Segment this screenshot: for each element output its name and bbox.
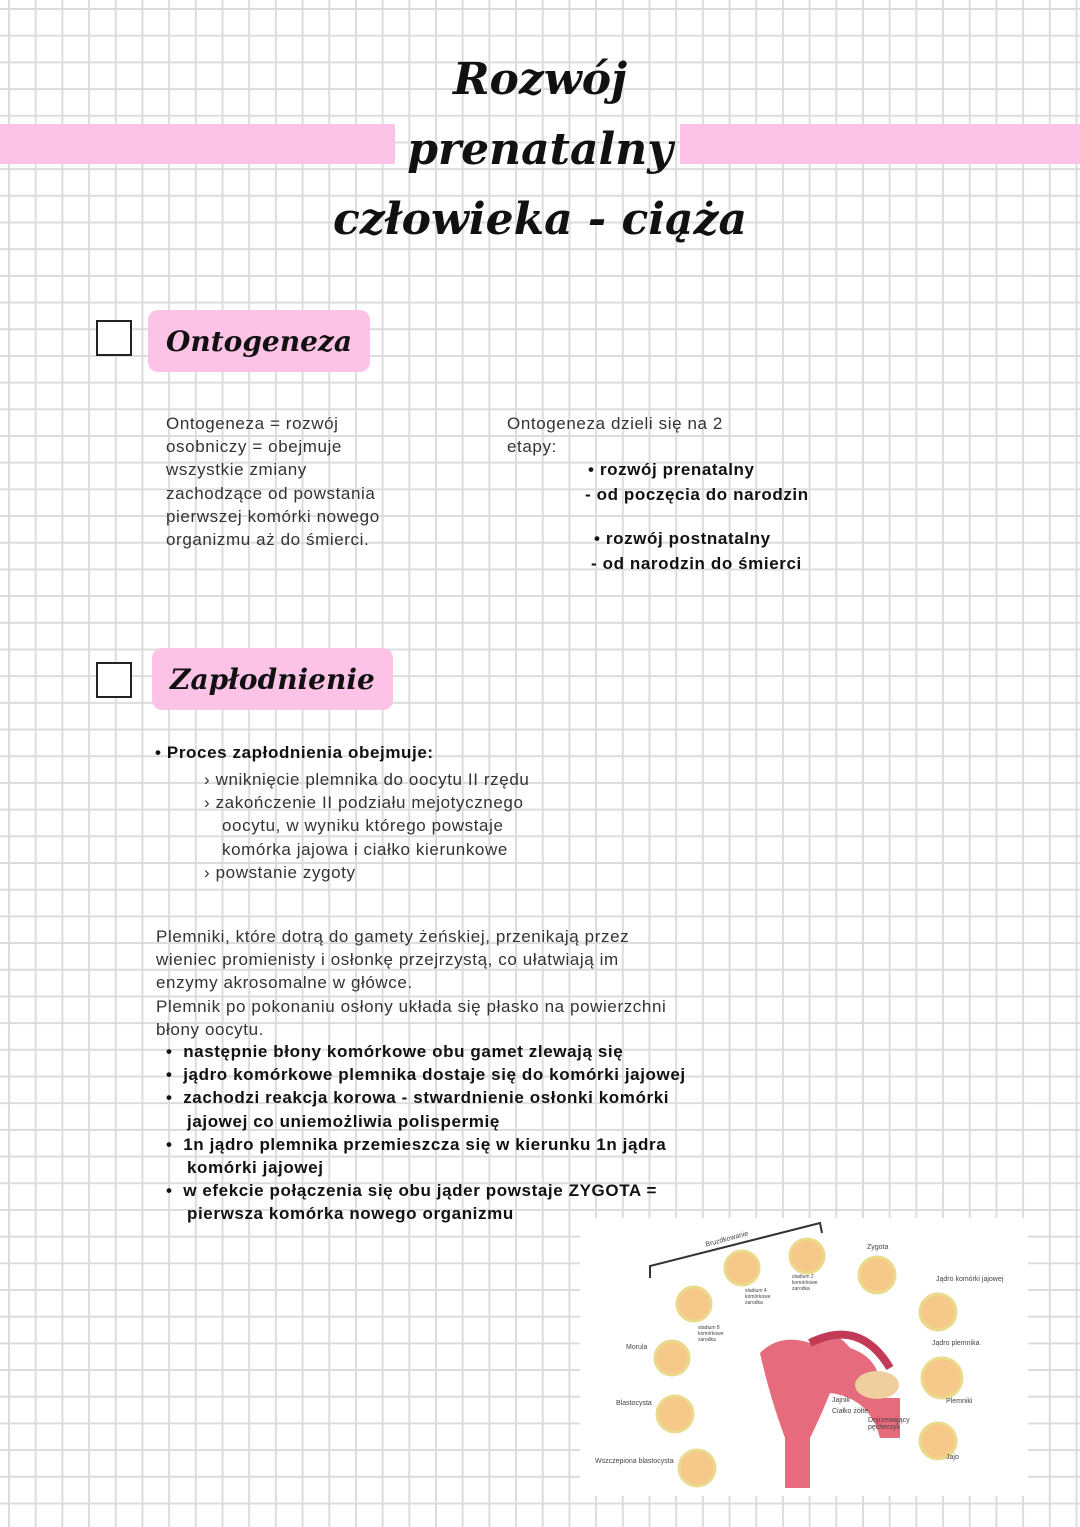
diagram-label: stadium 4 komórkowe zarodka xyxy=(745,1288,771,1306)
process-item: komórka jajowa i ciałko kierunkowe xyxy=(222,839,508,859)
bullet-item: • jądro komórkowe plemnika dostaje się do komórki jajowej xyxy=(166,1065,686,1085)
text-line: etapy: xyxy=(507,437,557,457)
text-line: Ontogeneza = rozwój xyxy=(166,414,339,433)
text-line: enzymy akrosomalne w główce. xyxy=(156,973,413,993)
bullet-item: pierwsza komórka nowego organizmu xyxy=(187,1204,514,1224)
process-item: › powstanie zygoty xyxy=(204,862,356,882)
title-line: człowieka - ciąża xyxy=(332,194,748,245)
text-line: Plemniki, które dotrą do gamety żeńskiej, przenikają przez xyxy=(156,927,630,946)
ontogeneza-stages-intro xyxy=(507,412,723,458)
bullet-item: • następnie błony komórkowe obu gamet zlewają się xyxy=(166,1042,624,1061)
stage-prenatal: • rozwój prenatalny xyxy=(588,460,755,479)
diagram-label: Blastocysta xyxy=(616,1400,652,1407)
uterus-illustration xyxy=(580,1218,1028,1496)
ontogeneza-definition xyxy=(166,412,380,551)
diagram-label: Plemniki xyxy=(946,1398,973,1405)
process-item: › zakończenie II podziału mejotycznego xyxy=(204,793,524,813)
text-line: Plemnik po pokonaniu osłony układa się płasko na powierzchni xyxy=(156,996,667,1016)
text-line: błony oocytu. xyxy=(156,1019,264,1039)
title-line: prenatalny xyxy=(407,124,673,175)
process-item: › wniknięcie plemnika do oocytu II rzędu xyxy=(204,770,530,789)
process-item: oocytu, w wyniku którego powstaje xyxy=(222,816,504,836)
section-heading-zaplodnienie: Zapłodnienie xyxy=(152,648,393,710)
bullet-item: jajowej co uniemożliwia polispermię xyxy=(187,1111,500,1131)
section-heading-ontogeneza: Ontogeneza xyxy=(148,310,370,372)
bullet-item: • zachodzi reakcja korowa - stwardnienie osłonki komórki xyxy=(166,1088,670,1108)
stage-postnatal: • rozwój postnatalny xyxy=(594,529,771,548)
diagram-label: Jajo xyxy=(946,1454,959,1461)
stage-prenatal-desc: - od poczęcia do narodzin xyxy=(585,485,809,504)
bullet-item: • w efekcie połączenia się obu jąder powstaje ZYGOTA = xyxy=(166,1181,658,1201)
text-line: osobniczy = obejmuje xyxy=(166,437,342,457)
text-line: organizmu aż do śmierci. xyxy=(166,530,370,550)
diagram-label: Jajnik xyxy=(832,1397,850,1404)
diagram-label: stadium 2 komórkowe zarodka xyxy=(792,1274,818,1292)
fertilization-diagram xyxy=(580,1218,1028,1496)
diagram-label: Ciałko żółte xyxy=(832,1408,869,1415)
diagram-label: Wszczepiona blastocysta xyxy=(595,1458,674,1465)
text-line: wieniec promienisty i osłonkę przejrzystą, co ułatwiają im xyxy=(156,950,619,970)
bullet-item: komórki jajowej xyxy=(187,1158,324,1178)
stage-postnatal-desc: - od narodzin do śmierci xyxy=(591,554,802,573)
fertilization-bullets xyxy=(166,1040,686,1226)
process-list xyxy=(204,768,529,884)
bullet-item: • 1n jądro plemnika przemieszcza się w kierunku 1n jądra xyxy=(166,1134,667,1154)
checkbox-ontogeneza[interactable] xyxy=(96,320,132,356)
diagram-label: stadium 8 komórkowe zarodka xyxy=(698,1325,724,1343)
diagram-label: Jądro komórki jajowej xyxy=(936,1276,1004,1283)
diagram-label: Bruzdkowanie xyxy=(704,1230,750,1249)
fertilization-paragraph xyxy=(156,925,666,1041)
diagram-label: Jądro plemnika xyxy=(932,1340,980,1347)
text-line: zachodzące od powstania xyxy=(166,483,376,503)
diagram-label: Dojrzewający pęcherzyk xyxy=(868,1417,910,1431)
process-heading: • Proces zapłodnienia obejmuje: xyxy=(155,743,434,762)
checkbox-zaplodnienie[interactable] xyxy=(96,662,132,698)
text-line: wszystkie zmiany xyxy=(166,460,307,480)
page-title xyxy=(300,45,780,255)
text-line: pierwszej komórki nowego xyxy=(166,506,380,526)
diagram-label: Morula xyxy=(626,1344,648,1351)
title-line: Rozwój xyxy=(452,54,628,105)
diagram-label: Zygota xyxy=(867,1244,889,1251)
text-line: Ontogeneza dzieli się na 2 xyxy=(507,414,723,433)
